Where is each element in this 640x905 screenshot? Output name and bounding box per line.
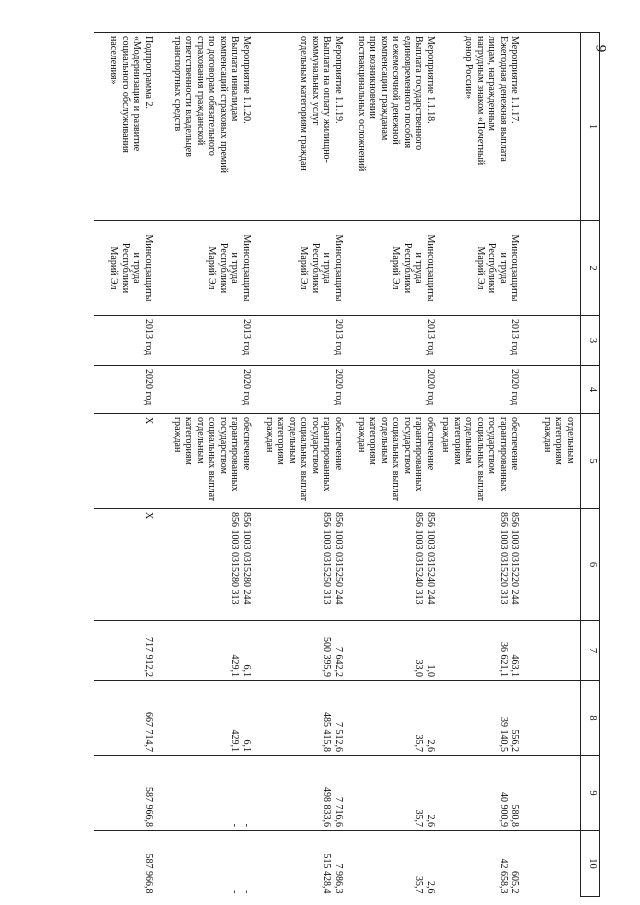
expected-result-cell-line: граждан	[172, 417, 183, 453]
measure-name-cell-line: Подпрограмма 2.	[143, 36, 154, 109]
table-row	[156, 33, 254, 897]
expected-result-cell	[438, 414, 523, 509]
expected-result-cell-line: гарантированных	[498, 417, 509, 492]
budget-code-cell-line: 856 1003 0315250 313	[321, 512, 333, 605]
value-col7-cell	[254, 621, 346, 681]
expected-result-cell-line: отдельным категориям	[275, 417, 298, 465]
measure-name-cell-line: Выплата инвалидам	[229, 36, 241, 122]
expected-result-cell-line: государством	[310, 417, 321, 474]
executor-cell	[156, 221, 254, 316]
end-year-cell: 2020 год	[346, 366, 438, 414]
expected-result-cell-line: гарантированных	[229, 417, 241, 492]
column-header-7: 7	[581, 621, 600, 681]
column-header-8: 8	[581, 681, 600, 756]
expected-result-cell	[254, 414, 346, 509]
measure-name-cell-line: транспортных средств	[172, 36, 183, 132]
budget-code-cell	[438, 509, 523, 621]
column-header-4: 4	[581, 366, 600, 414]
executor-cell-line: и труда	[229, 252, 241, 284]
expected-result-cell	[346, 414, 438, 509]
executor-cell-line: и труда	[131, 252, 143, 284]
value-col10-cell-line: 35,7	[413, 876, 425, 894]
value-col7-cell	[156, 621, 254, 681]
measure-name-cell-line: по договорам обязательного	[206, 36, 218, 156]
value-col7-cell-line: 717 912,2	[143, 637, 154, 677]
executor-cell-line: Минсоцзащиты	[143, 234, 154, 302]
budget-code-cell-line: X	[143, 512, 154, 520]
column-header-1: 1	[581, 33, 600, 221]
start-year-cell: 2013 год	[254, 316, 346, 366]
measure-name-cell-line: компенсации гражданам	[379, 36, 390, 141]
executor-cell	[438, 221, 523, 316]
measure-name-cell-line: Мероприятие 1.1.20.	[241, 36, 252, 124]
table-row	[94, 33, 156, 897]
executor-cell-line: Марий Эл	[475, 246, 486, 290]
executor-cell-line: Республики	[218, 242, 229, 294]
value-col8-cell	[438, 681, 523, 756]
expected-result-cell-line: гарантированных	[321, 417, 333, 492]
measure-name-cell	[156, 33, 254, 221]
executor-cell-line: Марий Эл	[390, 246, 402, 290]
value-col10-cell-line: 42 658,3	[498, 858, 509, 894]
value-col9-cell-line: -	[229, 823, 241, 827]
column-number-header-row	[581, 33, 600, 897]
expected-result-cell-line: социальных выплат	[390, 417, 402, 502]
budget-code-cell-line: 856 1003 0315280 244	[241, 512, 252, 605]
executor-cell-line: и труда	[498, 252, 509, 284]
table-row	[438, 33, 523, 897]
executor-cell-line: Минсоцзащиты	[509, 234, 521, 302]
executor-cell-line: Марий Эл	[206, 246, 218, 290]
expected-result-cell-line: граждан	[356, 417, 367, 453]
value-col10-cell	[156, 831, 254, 897]
budget-code-cell	[254, 509, 346, 621]
expected-result-cell	[94, 414, 156, 509]
value-col7-cell	[438, 621, 523, 681]
measure-name-cell-line: Мероприятие 1.1.17.	[509, 36, 521, 124]
expected-result-cell-line: государством	[218, 417, 229, 474]
expected-result-cell-line: граждан	[440, 417, 452, 453]
executor-cell-line: Марий Эл	[108, 246, 120, 290]
budget-code-cell-line: 856 1003 0315220 244	[509, 512, 521, 605]
measure-name-cell	[438, 33, 523, 221]
value-col7-cell-line: 6,1	[241, 664, 252, 677]
expected-result-cell-line: отдельным категориям	[367, 417, 390, 465]
measure-name-cell-line: нагрудным знаком «Почетный	[475, 36, 486, 166]
value-col10-cell-line: 515 428,4	[321, 853, 333, 894]
column-header-3: 3	[581, 316, 600, 366]
measure-name-cell-line: ответственности владельцев	[183, 36, 195, 157]
executor-cell-line: Марий Эл	[298, 246, 310, 290]
value-col9-cell	[438, 756, 523, 831]
table-body	[94, 33, 581, 897]
value-col9-cell	[94, 756, 156, 831]
measure-name-cell	[254, 33, 346, 221]
measure-name-cell-line: Ежегодная денежная выплата	[498, 36, 509, 162]
end-year-cell: 2020 год	[156, 366, 254, 414]
value-col9-cell	[346, 756, 438, 831]
value-col9-cell-line: 498 833,6	[321, 787, 333, 827]
value-col7-cell-line: 1,0	[425, 664, 436, 677]
value-col8-cell-line: 429,1	[229, 729, 241, 752]
value-col8-cell	[254, 681, 346, 756]
budget-code-cell	[156, 509, 254, 621]
expected-result-cell-line: обеспечение	[333, 417, 344, 471]
expected-result-cell-line: социальных выплат	[475, 417, 486, 502]
table-row	[346, 33, 438, 897]
budget-code-cell-line: 856 1003 0315240 313	[413, 512, 425, 605]
executor-cell-line: Минсоцзащиты	[425, 234, 436, 302]
value-col10-cell-line: -	[241, 890, 252, 894]
value-col9-cell-line: 587 966,8	[143, 787, 154, 827]
measure-name-cell-line: единовременного пособия	[402, 36, 413, 149]
start-year-cell: 2013 год	[94, 316, 156, 366]
value-col10-cell	[254, 831, 346, 897]
measure-name-cell-line: поствакцинальных осложнений	[356, 36, 367, 172]
measure-name-cell-line: населения»	[108, 36, 120, 85]
column-header-9: 9	[581, 756, 600, 831]
expected-result-cell-line: обеспечение	[509, 417, 521, 471]
table-row	[254, 33, 346, 897]
measure-name-cell-line: отдельным категориям граждан	[298, 36, 310, 171]
value-col10-cell-line: -	[229, 890, 241, 894]
executor-cell-line: Минсоцзащиты	[241, 234, 252, 302]
value-col7-cell-line: 500 395,9	[321, 637, 333, 677]
value-col8-cell-line: 39 140,5	[498, 717, 509, 752]
continuation-row	[523, 33, 581, 897]
end-year-cell: 2020 год	[438, 366, 523, 414]
end-year-cell: 2020 год	[254, 366, 346, 414]
value-col9-cell-line: 580,8	[509, 804, 521, 827]
column-header-10: 10	[581, 831, 600, 897]
budget-code-cell-line: 856 1003 0315250 244	[333, 512, 344, 605]
start-year-cell: 2013 год	[438, 316, 523, 366]
value-col7-cell	[346, 621, 438, 681]
expected-result-cell-line: государством	[486, 417, 498, 474]
measure-name-cell-line: социального обслуживания	[120, 36, 131, 153]
measure-name-cell-line: лицам, награжденным	[486, 36, 498, 131]
budget-code-cell	[346, 509, 438, 621]
value-col8-cell-line: 35,7	[413, 734, 425, 752]
measure-name-cell-line: «Модернизация и развитие	[131, 36, 143, 152]
value-col10-cell-line: 2,6	[425, 881, 436, 894]
value-col8-cell-line: 556,2	[509, 729, 521, 752]
budget-code-cell	[94, 509, 156, 621]
measure-name-cell	[94, 33, 156, 221]
column-header-6: 6	[581, 509, 600, 621]
value-col7-cell	[94, 621, 156, 681]
value-col7-cell-line: 33,0	[413, 659, 425, 677]
expected-result-cell-line: обеспечение	[425, 417, 436, 471]
expected-result-cell-line: гарантированных	[413, 417, 425, 492]
end-year-cell: 2020 год	[94, 366, 156, 414]
value-col8-cell-line: 485 415,8	[321, 712, 333, 752]
value-col8-cell	[156, 681, 254, 756]
value-col8-cell-line: 6,1	[241, 739, 252, 752]
executor-cell	[94, 221, 156, 316]
executor-cell-line: Республики	[486, 242, 498, 294]
value-col8-cell-line: 667 714,7	[143, 712, 154, 752]
column-header-5: 5	[581, 414, 600, 509]
value-col10-cell	[438, 831, 523, 897]
executor-cell-line: и труда	[321, 252, 333, 284]
value-col10-cell-line: 587 966,8	[143, 853, 154, 894]
executor-cell-line: и труда	[413, 252, 425, 284]
expected-result-cell-line: граждан	[264, 417, 275, 453]
column-header-2: 2	[581, 221, 600, 316]
expected-result-cell-line: отдельным категориям	[183, 417, 206, 465]
budget-code-cell-line: 856 1003 0315280 313	[229, 512, 241, 605]
page-number: 9	[592, 44, 609, 53]
budget-code-cell-line: 856 1003 0315240 244	[425, 512, 436, 605]
value-col10-cell	[94, 831, 156, 897]
measure-name-cell	[346, 33, 438, 221]
start-year-cell: 2013 год	[156, 316, 254, 366]
value-col9-cell-line: 7 716,6	[333, 797, 344, 827]
measure-name-cell-line: Мероприятие 1.1.19.	[333, 36, 344, 124]
executor-cell-line: Минсоцзащиты	[333, 234, 344, 302]
start-year-cell: 2013 год	[346, 316, 438, 366]
measure-name-cell-line: донор России»	[463, 36, 475, 100]
rotated-table-sheet	[110, 32, 600, 896]
measure-name-cell-line: Выплата государственного	[413, 36, 425, 151]
value-col10-cell	[346, 831, 438, 897]
executor-cell-line: Республики	[310, 242, 321, 294]
measure-name-cell-line: и ежемесячной денежной	[390, 36, 402, 145]
value-col9-cell-line: -	[241, 823, 252, 827]
expected-result-cell-line: социальных выплат	[298, 417, 310, 502]
expected-result-cell-line: обеспечение	[241, 417, 252, 471]
program-measures-table	[94, 32, 600, 897]
measure-name-cell-line: коммунальных услуг	[310, 36, 321, 126]
value-col8-cell-line: 7 512,6	[333, 722, 344, 752]
value-col8-cell	[346, 681, 438, 756]
value-col8-cell-line: 2,6	[425, 739, 436, 752]
executor-cell-line: Республики	[120, 242, 131, 294]
measure-name-cell-line: Мероприятие 1.1.18.	[425, 36, 436, 124]
value-col10-cell-line: 7 986,3	[333, 863, 344, 894]
value-col9-cell	[156, 756, 254, 831]
expected-result-cell-line: отдельным категориям	[452, 417, 475, 465]
value-col9-cell	[254, 756, 346, 831]
expected-result-cell-line: государством	[402, 417, 413, 474]
expected-result-cell-line: X	[143, 417, 154, 425]
value-col9-cell-line: 2,6	[425, 814, 436, 827]
continuation-result-cell: отдельным категориям граждан	[523, 414, 581, 509]
budget-code-cell-line: 856 1003 0315220 313	[498, 512, 509, 605]
expected-result-cell	[156, 414, 254, 509]
executor-cell-line: Республики	[402, 242, 413, 294]
measure-name-cell-line: компенсаций страховых премий	[218, 36, 229, 173]
value-col7-cell-line: 36 621,1	[498, 642, 509, 677]
measure-name-cell-line: страхования гражданской	[195, 36, 206, 146]
measure-name-cell-line: при возникновении	[367, 36, 379, 119]
measure-name-cell-line: Выплата на оплату жилищно-	[321, 36, 333, 163]
executor-cell	[346, 221, 438, 316]
value-col7-cell-line: 7 642,2	[333, 647, 344, 677]
value-col9-cell-line: 40 900,9	[498, 792, 509, 827]
value-col10-cell-line: 605,2	[509, 871, 521, 894]
value-col9-cell-line: 35,7	[413, 809, 425, 827]
expected-result-cell-line: социальных выплат	[206, 417, 218, 502]
value-col7-cell-line: 463,1	[509, 654, 521, 677]
value-col7-cell-line: 429,1	[229, 654, 241, 677]
value-col8-cell	[94, 681, 156, 756]
executor-cell	[254, 221, 346, 316]
